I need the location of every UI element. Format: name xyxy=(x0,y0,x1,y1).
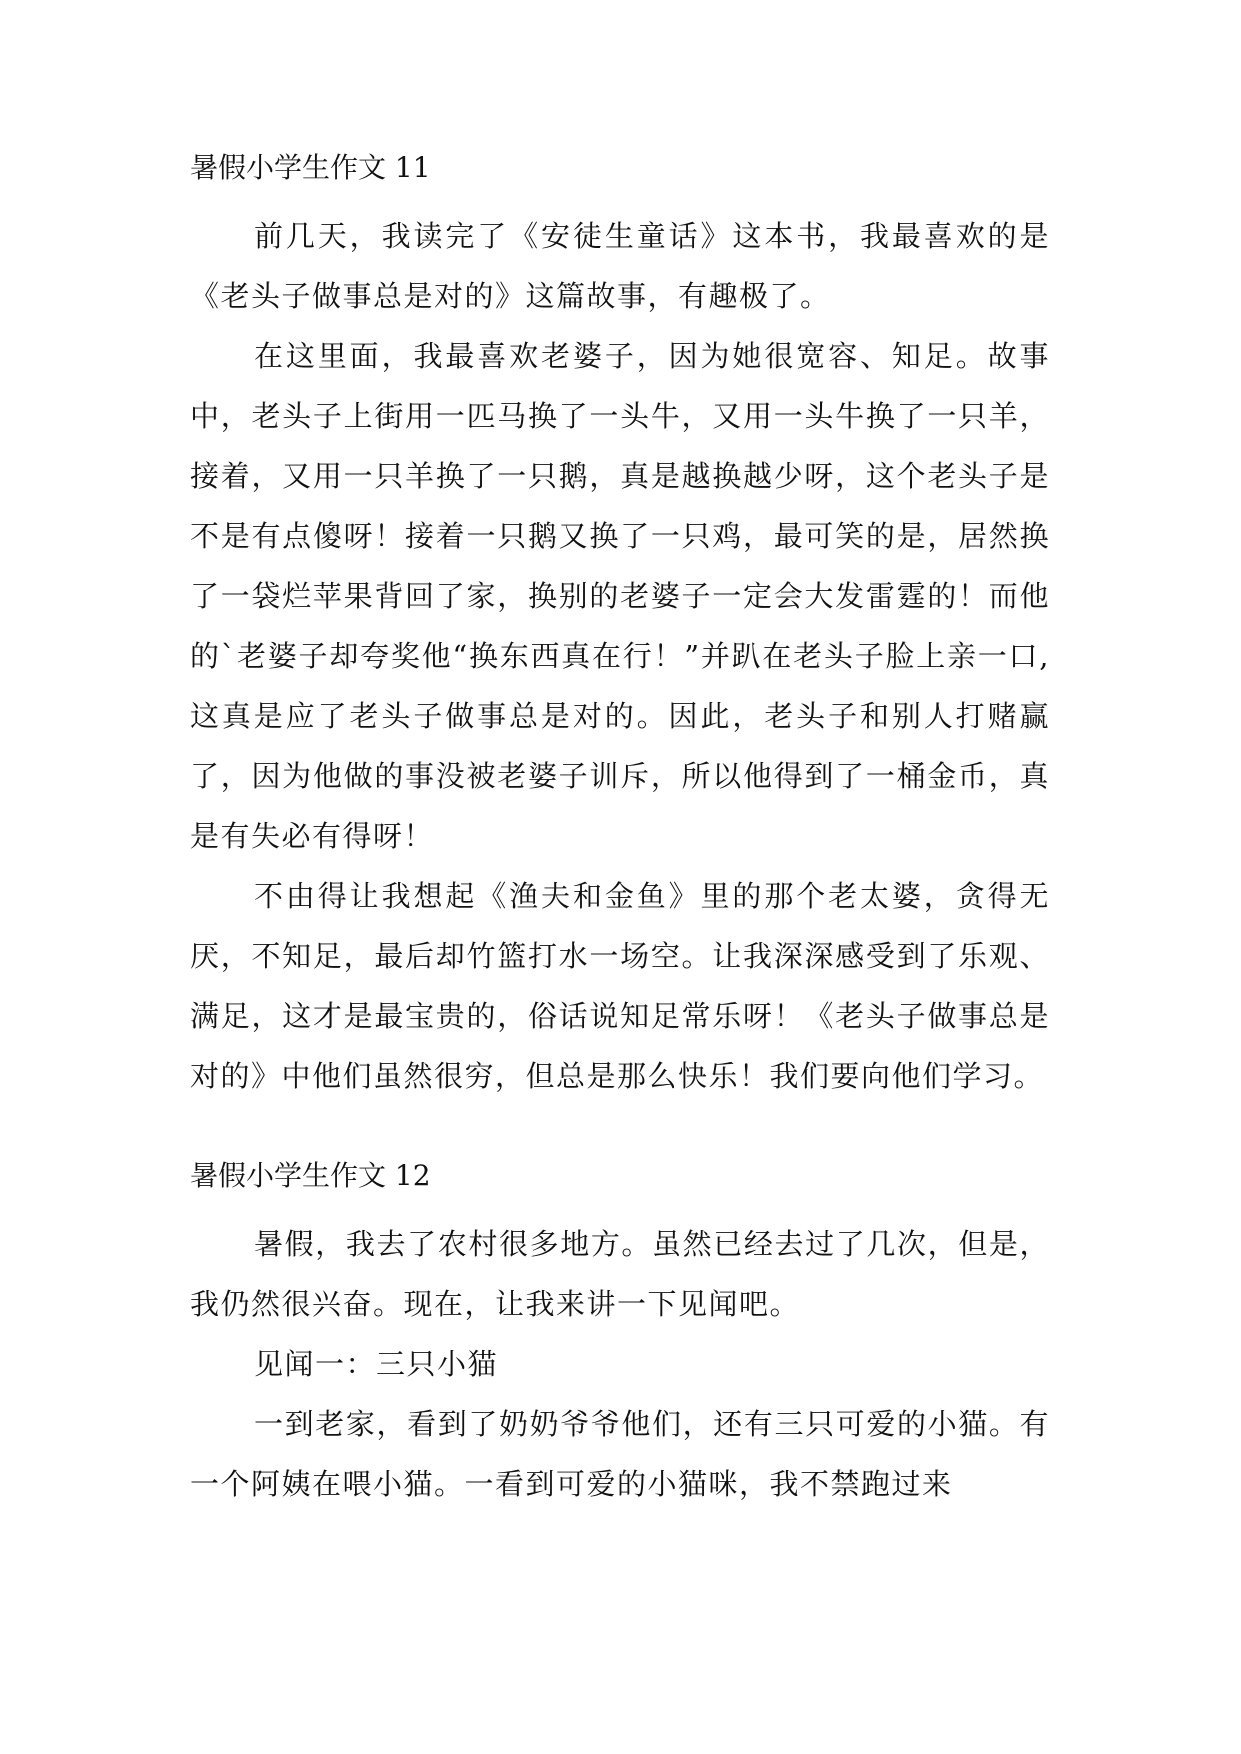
paragraph: 在这里面，我最喜欢老婆子，因为她很宽容、知足。故事中，老头子上街用一匹马换了一头牛，又用一头牛换了一只羊，接着，又用一只羊换了一只鹅，真是越换越少呀，这个老头子是不是有点傻呀！接着一只鹅又换了一只鸡，最可笑的是，居然换了一袋烂苹果背回了家，换别的老婆子一定会大发雷霆的！而他的`老婆子却夸奖他“换东西真在行！”并趴在老头子脸上亲一口,这真是应了老头子做事总是对的。因此，老头子和别人打赌赢了，因为他做的事没被老婆子训斥，所以他得到了一桶金币，真是有失必有得呀！ xyxy=(190,339,1050,853)
paragraph: 一到老家，看到了奶奶爷爷他们，还有三只可爱的小猫。有一个阿姨在喂小猫。一看到可爱的小猫咪，我不禁跑过来 xyxy=(190,1407,1050,1501)
paragraph: 暑假，我去了农村很多地方。虽然已经去过了几次，但是，我仍然很兴奋。现在，让我来讲一下见闻吧。 xyxy=(190,1227,1050,1321)
section-11 xyxy=(190,150,1050,1106)
section-12 xyxy=(190,1158,1050,1514)
document-body xyxy=(190,150,1050,1514)
paragraph: 不由得让我想起《渔夫和金鱼》里的那个老太婆，贪得无厌，不知足，最后却竹篮打水一场空。让我深深感受到了乐观、满足，这才是最宝贵的，俗话说知足常乐呀！《老头子做事总是对的》中他们虽然很穷，但总是那么快乐！我们要向他们学习。 xyxy=(190,879,1050,1093)
subheading: 见闻一：三只小猫 xyxy=(254,1347,499,1381)
section-title: 暑假小学生作文 12 xyxy=(190,1159,431,1192)
section-title: 暑假小学生作文 11 xyxy=(190,151,431,184)
paragraph: 前几天，我读完了《安徒生童话》这本书，我最喜欢的是《老头子做事总是对的》这篇故事，有趣极了。 xyxy=(190,219,1050,313)
